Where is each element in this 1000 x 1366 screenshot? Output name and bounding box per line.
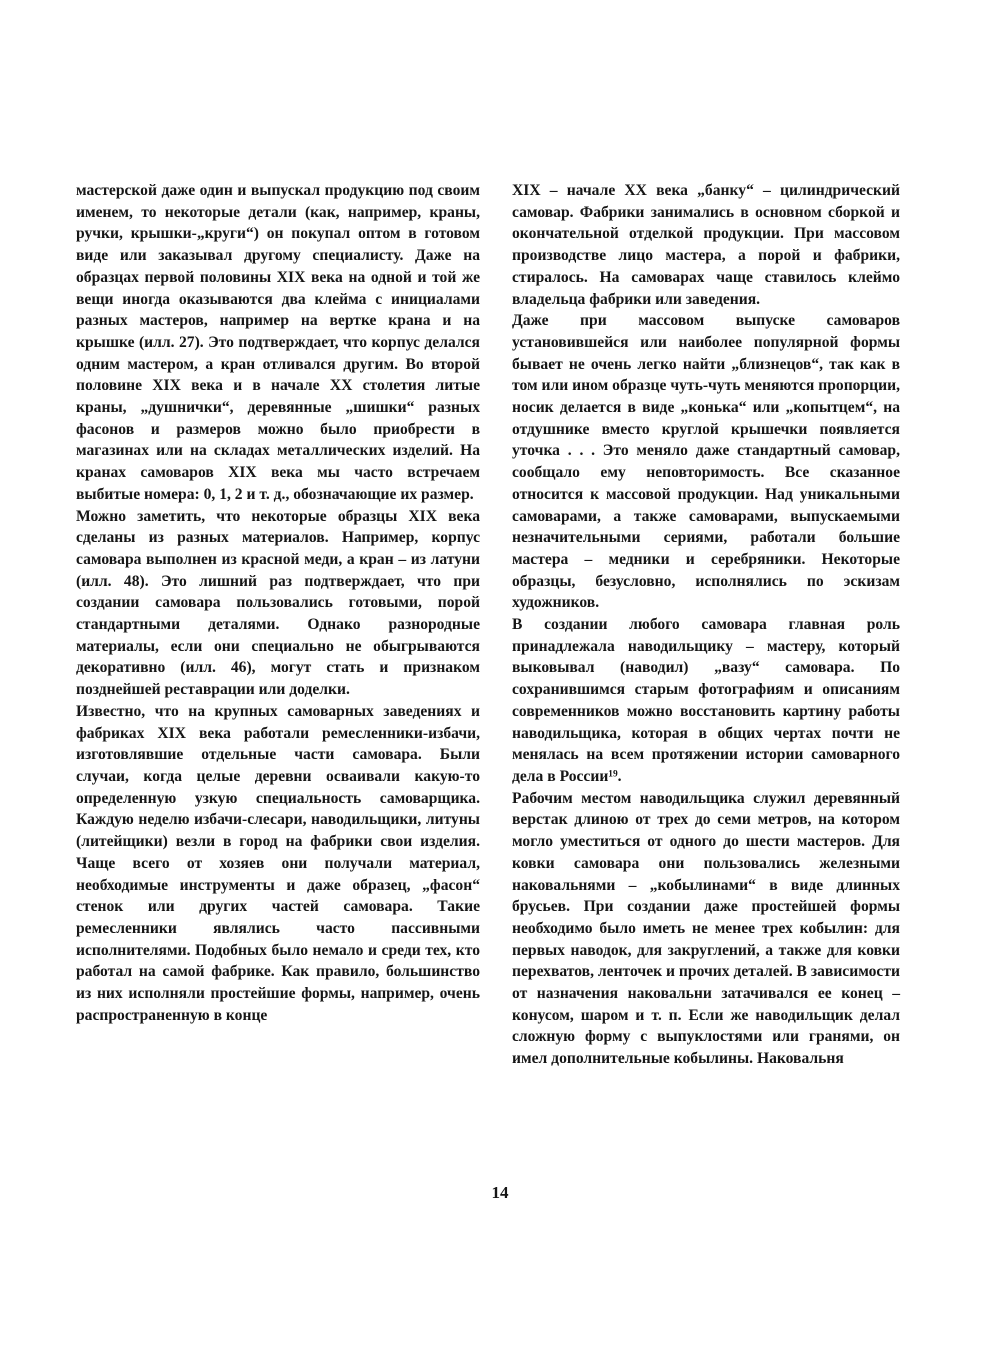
paragraph: В создании любого самовара главная роль принадлежала наводильщику – мастеру, который выковывал (наводил) „вазу“ самовара. По сохранившимся старым фотографиям и описаниям современников можно восстановить картину работы наводильщика, которая в общих чертах почти не менялась на всем протяжении истории самоварного дела в России¹⁹. (512, 616, 900, 785)
paragraph: мастерской даже один и выпускал продукцию под своим именем, то некоторые детали (как, например, краны, ручки, крышки-„круги“) он покупал оптом в готовом виде или заказывал другому специалисту. Даже на образцах первой половины XIX века на одной и той же вещи иногда оказываются два клейма с инициалами разных мастеров, например на вертке крана и на крышке (илл. 27). Это подтверждает, что корпус делался одним мастером, а кран отливался другим. Во второй половине XIX века и в начале XX столетия литые краны, „душнички“, деревянные „шишки“ разных фасонов и размеров можно было приобрести в магазинах или на складах металлических изделий. На кранах самоваров XIX века мы часто встречаем выбитые номера: 0, 1, 2 и т. д., обозначающие их размер. (76, 182, 480, 503)
left-text-column (76, 180, 480, 1026)
paragraph: Рабочим местом наводильщика служил деревянный верстак длиною от трех до семи метров, на котором могло уместиться от одного до шести мастеров. Для ковки самовара они пользовались железными наковальнями – „кобылинами“ в виде длинных брусьев. При создании даже простейшей формы необходимо было иметь не менее трех кобылин: для первых наводок, для закруглений, а также для ковки перехватов, ленточек и прочих деталей. В зависимости от назначения наковальни затачивался ее конец – конусом, шаром и т. п. Если же наводильщик делал сложную форму с выпуклостями или гранями, он имел дополнительные кобылины. Наковальня (512, 789, 900, 1068)
right-text-column (512, 180, 900, 1070)
paragraph: Даже при массовом выпуске самоваров установившейся или наиболее популярной формы бывает не очень легко найти „близнецов“, так как в том или ином образце чуть-чуть меняются пропорции, носик делается в виде „конька“ или „копытцем“, на отдушнике вместо круглой крышечки появляется уточка . . . Это меняло даже стандартный самовар, сообщало ему неповторимость. Все сказанное относится к массовой продукции. Над уникальными самоварами, а также самоварами, выпускаемыми незначительными сериями, работали большие мастера – медники и серебряники. Некоторые образцы, безусловно, исполнялись по эскизам художников. (512, 312, 900, 612)
paragraph: Можно заметить, что некоторые образцы XIX века сделаны из разных материалов. Например, корпус самовара выполнен из красной меди, а кран – из латуни (илл. 48). Это лишний раз подтверждает, что при создании самовара пользовались готовыми, порой стандартными деталями. Однако разнородные материалы, если они специально не обыгрываются декоративно (илл. 46), могут стать и признаком позднейшей реставрации или доделки. (76, 507, 480, 699)
page-number: 14 (491, 1183, 509, 1202)
paragraph: Известно, что на крупных самоварных заведениях и фабриках XIX века работали ремесленники-избачи, изготовлявшие отдельные части самовара. Были случаи, когда целые деревни осваивали какую-то определенную узкую специальность самоварщика. Каждую неделю избачи-слесари, наводильщики, литуны (литейщики) везли в город на фабрики свои изделия. Чаще всего от хозяев они получали материал, необходимые инструменты и даже образец, „фасон“ стенок или других частей самовара. Такие ремесленники являлись часто пассивными исполнителями. Подобных было немало и среди тех, кто работал на самой фабрике. Как правило, большинство из них исполняли простейшие формы, например, очень распространенную в конце (76, 702, 480, 1024)
paragraph: XIX – начале XX века „банку“ – цилиндрический самовар. Фабрики занимались в основном сборкой и окончательной отделкой продукции. При массовом производстве лицо мастера, а порой и фабрики, стиралось. На самоварах чаще ставилось клеймо владельца фабрики или заведения. (512, 182, 900, 308)
